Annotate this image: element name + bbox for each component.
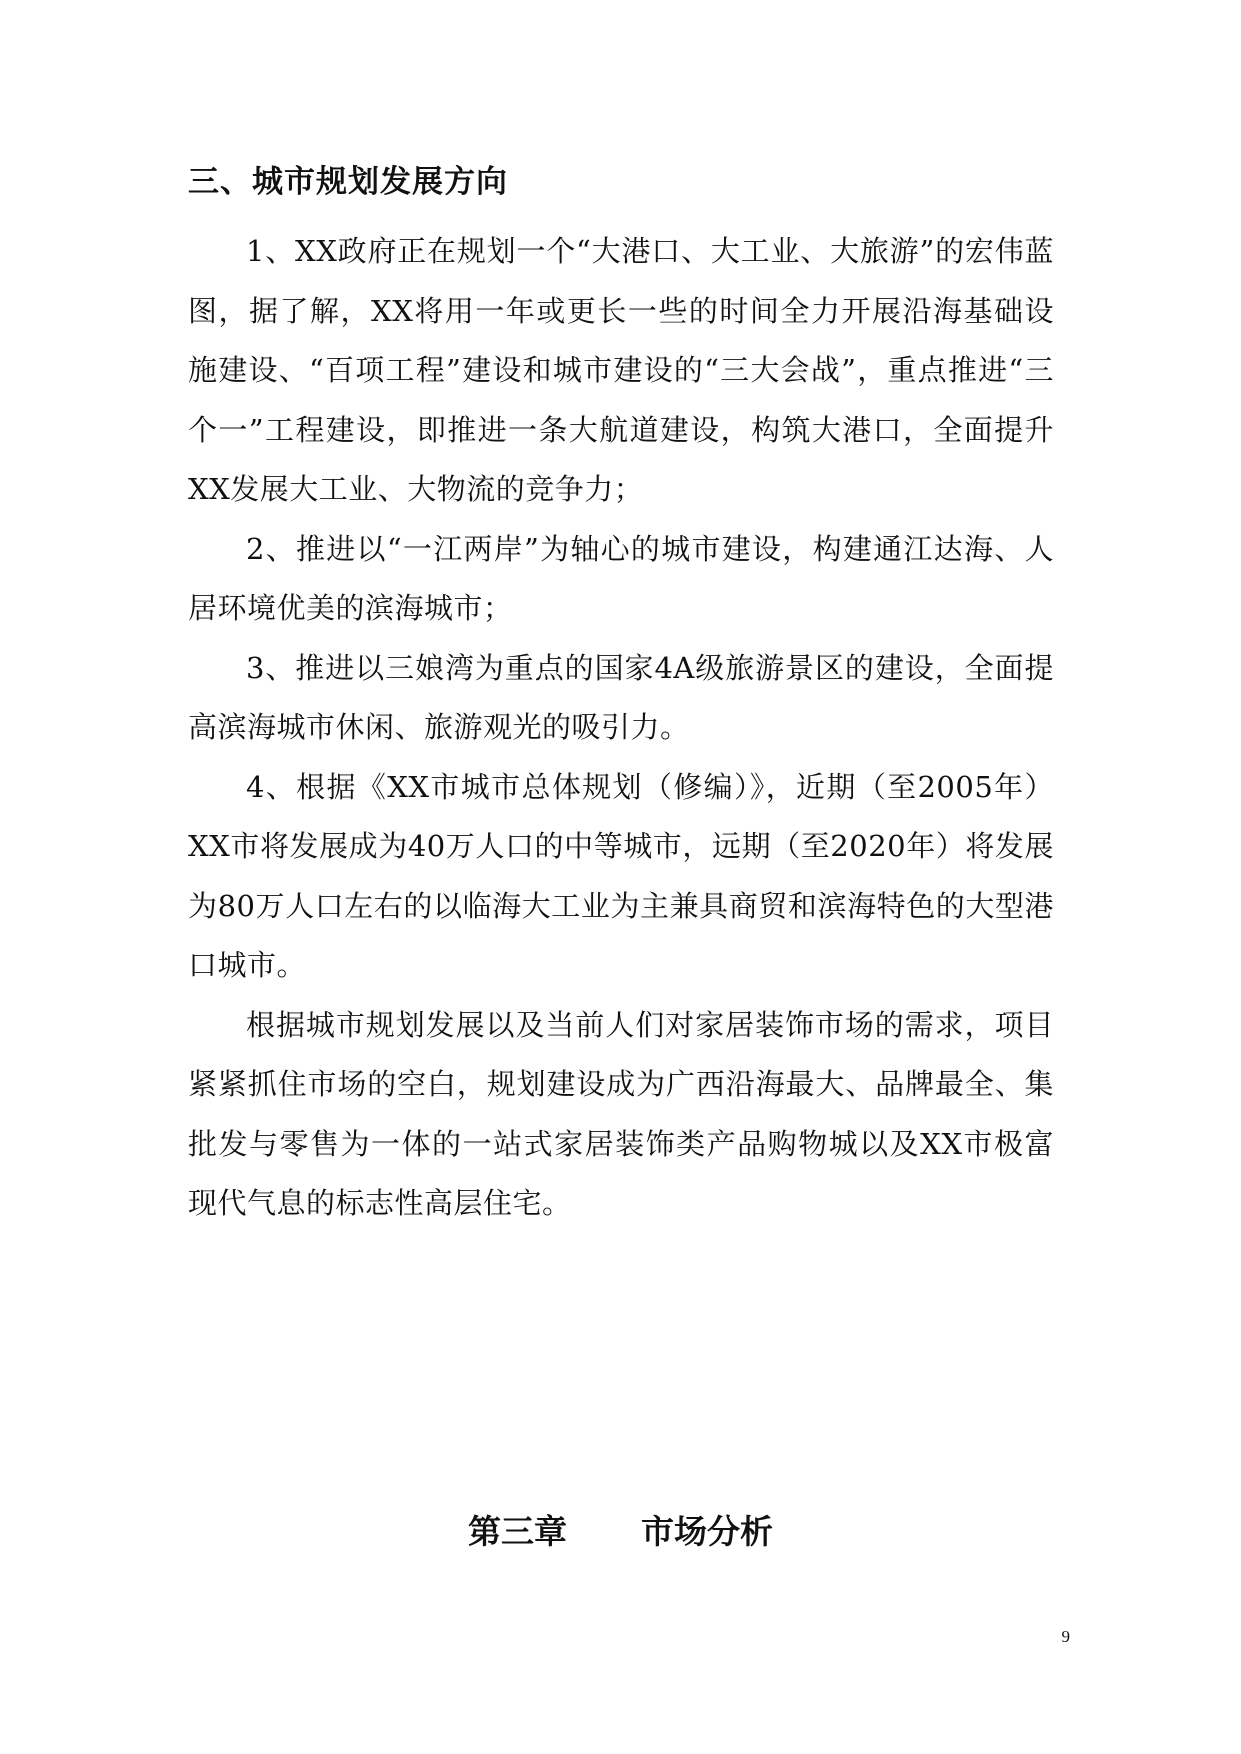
page-number: 9 (1061, 1627, 1070, 1646)
chapter-title: 市场分析 (641, 1512, 773, 1551)
paragraph-5: 根据城市规划发展以及当前人们对家居装饰市场的需求，项目紧紧抓住市场的空白，规划建设成为广西沿海最大、品牌最全、集批发与零售为一体的一站式家居装饰类产品购物城以及XX市极富现代气息的标志性高层住宅。 (188, 1007, 1054, 1220)
section-heading: 三、城市规划发展方向 (188, 164, 508, 200)
paragraph-1: 1、XX政府正在规划一个“大港口、大工业、大旅游”的宏伟蓝图，据了解，XX将用一年或更长一些的时间全力开展沿海基础设施建设、“百项工程”建设和城市建设的“三大会战”，重点推进“三个一”工程建设，即推进一条大航道建设，构筑大港口，全面提升XX发展大工业、大物流的竞争力； (188, 234, 1054, 506)
body-text (188, 222, 1054, 1234)
chapter-heading (0, 1508, 1241, 1556)
chapter-number: 第三章 (468, 1512, 567, 1551)
paragraph-4: 4、根据《XX市城市总体规划（修编）》，近期（至2005年）XX市将发展成为40万人口的中等城市，远期（至2020年）将发展为80万人口左右的以临海大工业为主兼具商贸和滨海特色的大型港口城市。 (188, 769, 1054, 982)
paragraph-3: 3、推进以三娘湾为重点的国家4A级旅游景区的建设，全面提高滨海城市休闲、旅游观光的吸引力。 (188, 650, 1054, 744)
paragraph-2: 2、推进以“一江两岸”为轴心的城市建设，构建通江达海、人居环境优美的滨海城市； (188, 531, 1054, 625)
